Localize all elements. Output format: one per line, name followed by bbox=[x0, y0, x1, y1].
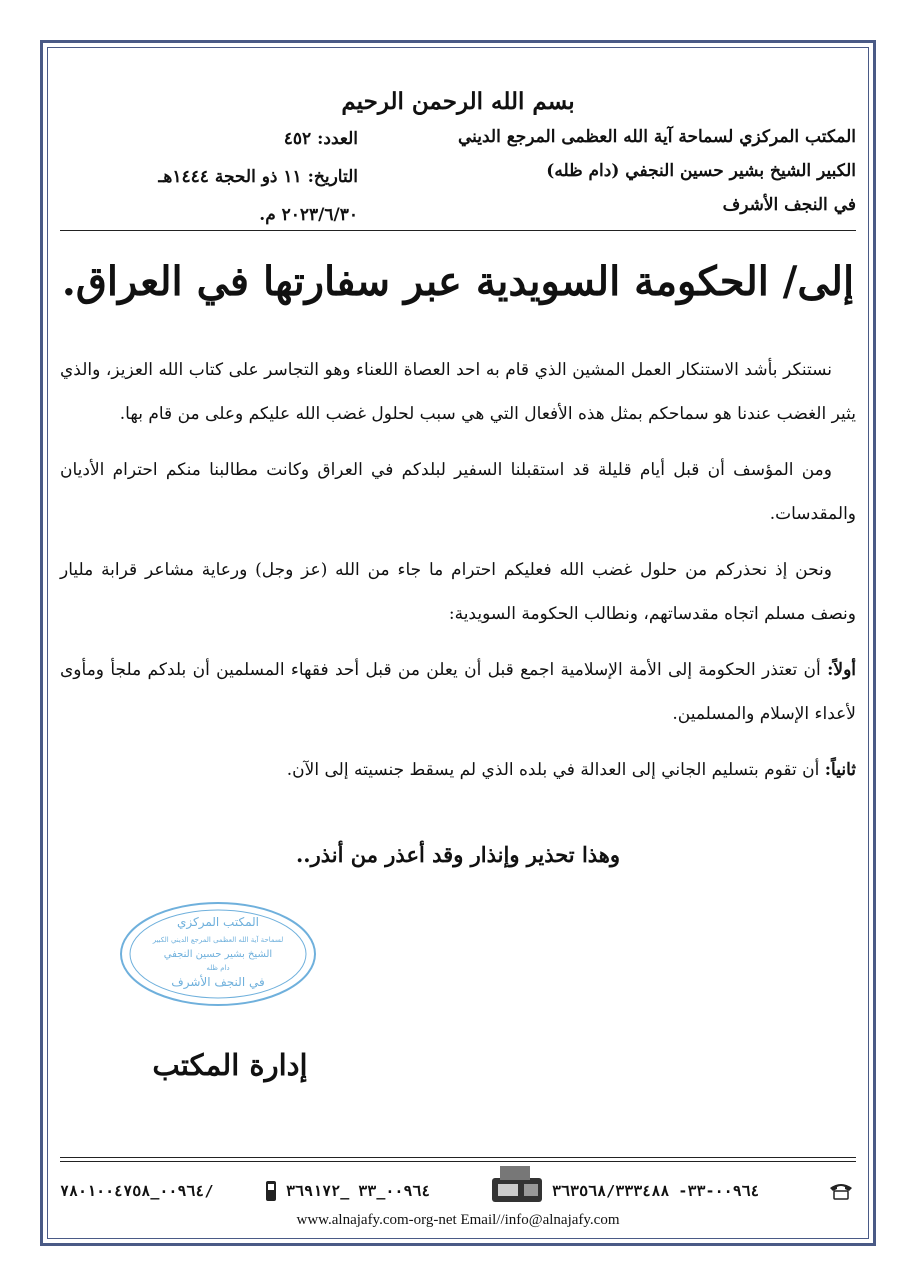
footer-divider bbox=[60, 1157, 856, 1158]
paragraph-2: ومن المؤسف أن قبل أيام قليلة قد استقبلنا السفير لبلدكم في العراق وكانت مطالبنا منكم احترام الأديان والمقدسات. bbox=[60, 460, 856, 524]
seal-line-4: دام ظله bbox=[206, 964, 230, 972]
demand-first-label: أولاً: bbox=[827, 660, 857, 680]
seal-line-5: في النجف الأشرف bbox=[171, 975, 265, 989]
website-email: www.alnajafy.com-org-net Email//info@alnajafy.com bbox=[296, 1212, 620, 1228]
reference-block bbox=[118, 120, 358, 234]
paragraph-1: نستنكر بأشد الاستنكار العمل المشين الذي قام به احد العصاة اللعناء وهو التجاسر على كتاب الله العزيز، والذي يثير الغضب عندنا هو سماحكم بمثل هذه الأفعال التي هي سبب لحلول غضب الله عليكم وعلى من قام بها. bbox=[60, 360, 856, 424]
mobile-number-1: ٠٠٩٦٤_٣٣ _٣٦٩١٧٢ bbox=[286, 1182, 431, 1200]
seal-line-3: الشيخ بشير حسين النجفي bbox=[163, 949, 273, 960]
header-divider bbox=[60, 230, 856, 231]
office-line-3: في النجف الأشرف bbox=[722, 195, 856, 215]
demand-first-text: أن تعتذر الحكومة إلى الأمة الإسلامية اجمع قبل أن يعلن من قبل أحد فقهاء المسلمين أن بلدكم ملجأ ومأوى لأعداء الإسلام والمسلمين. bbox=[60, 660, 856, 724]
contact-bar bbox=[60, 1178, 856, 1208]
seal-line-2: لسماحة آية الله العظمى المرجع الديني الكبير bbox=[152, 936, 284, 944]
letter-title: إلى/ الحكومة السويدية عبر سفارتها في العراق. bbox=[61, 258, 855, 305]
signature-office-administration: إدارة المكتب bbox=[152, 1048, 308, 1082]
date-gregorian: ٢٠٢٣/٦/٣٠ م. bbox=[259, 205, 358, 225]
mobile-phone-icon bbox=[264, 1180, 278, 1202]
demand-first bbox=[60, 648, 856, 736]
seal-line-1: المكتب المركزي bbox=[176, 915, 260, 929]
date-hijri: التاريخ: ١١ ذو الحجة ١٤٤٤هـ bbox=[158, 167, 358, 187]
office-line-1: المكتب المركزي لسماحة آية الله العظمى المرجع الديني bbox=[457, 127, 856, 147]
telephone-icon bbox=[828, 1182, 854, 1200]
demand-second-text: أن تقوم بتسليم الجاني إلى العدالة في بلده الذي لم يسقط جنسيته إلى الآن. bbox=[286, 760, 820, 780]
landline-numbers: ٠٠٩٦٤-٣٣- ٣٦٣٥٦٨/٣٣٣٤٨٨ bbox=[552, 1182, 760, 1200]
basmala: بسم الله الرحمن الرحيم bbox=[341, 88, 575, 115]
demand-second-label: ثانياً: bbox=[824, 760, 856, 780]
paragraph-3: ونحن إذ نحذركم من حلول غضب الله فعليكم احترام ما جاء من الله (عز وجل) ورعاية مشاعر قرابة مليار ونصف مسلم اتجاه مقدساتهم، ونطالب الحكومة السويدية: bbox=[60, 560, 856, 624]
office-line-2: الكبير الشيخ بشير حسين النجفي (دام ظله) bbox=[546, 161, 856, 181]
office-seal bbox=[118, 900, 318, 1008]
demand-second bbox=[60, 748, 856, 792]
reference-number: العدد: ٤٥٢ bbox=[283, 129, 358, 149]
mobile-number-2: ٠٠٩٦٤_٧٨٠١٠٠٤٧٥٨/ bbox=[60, 1182, 214, 1200]
letter-body bbox=[60, 348, 856, 804]
office-header bbox=[457, 120, 856, 222]
fax-machine-icon bbox=[490, 1164, 544, 1204]
footer-divider-thin bbox=[60, 1161, 856, 1162]
closing-statement: وهذا تحذير وإنذار وقد أعذر من أنذر.. bbox=[295, 842, 621, 867]
